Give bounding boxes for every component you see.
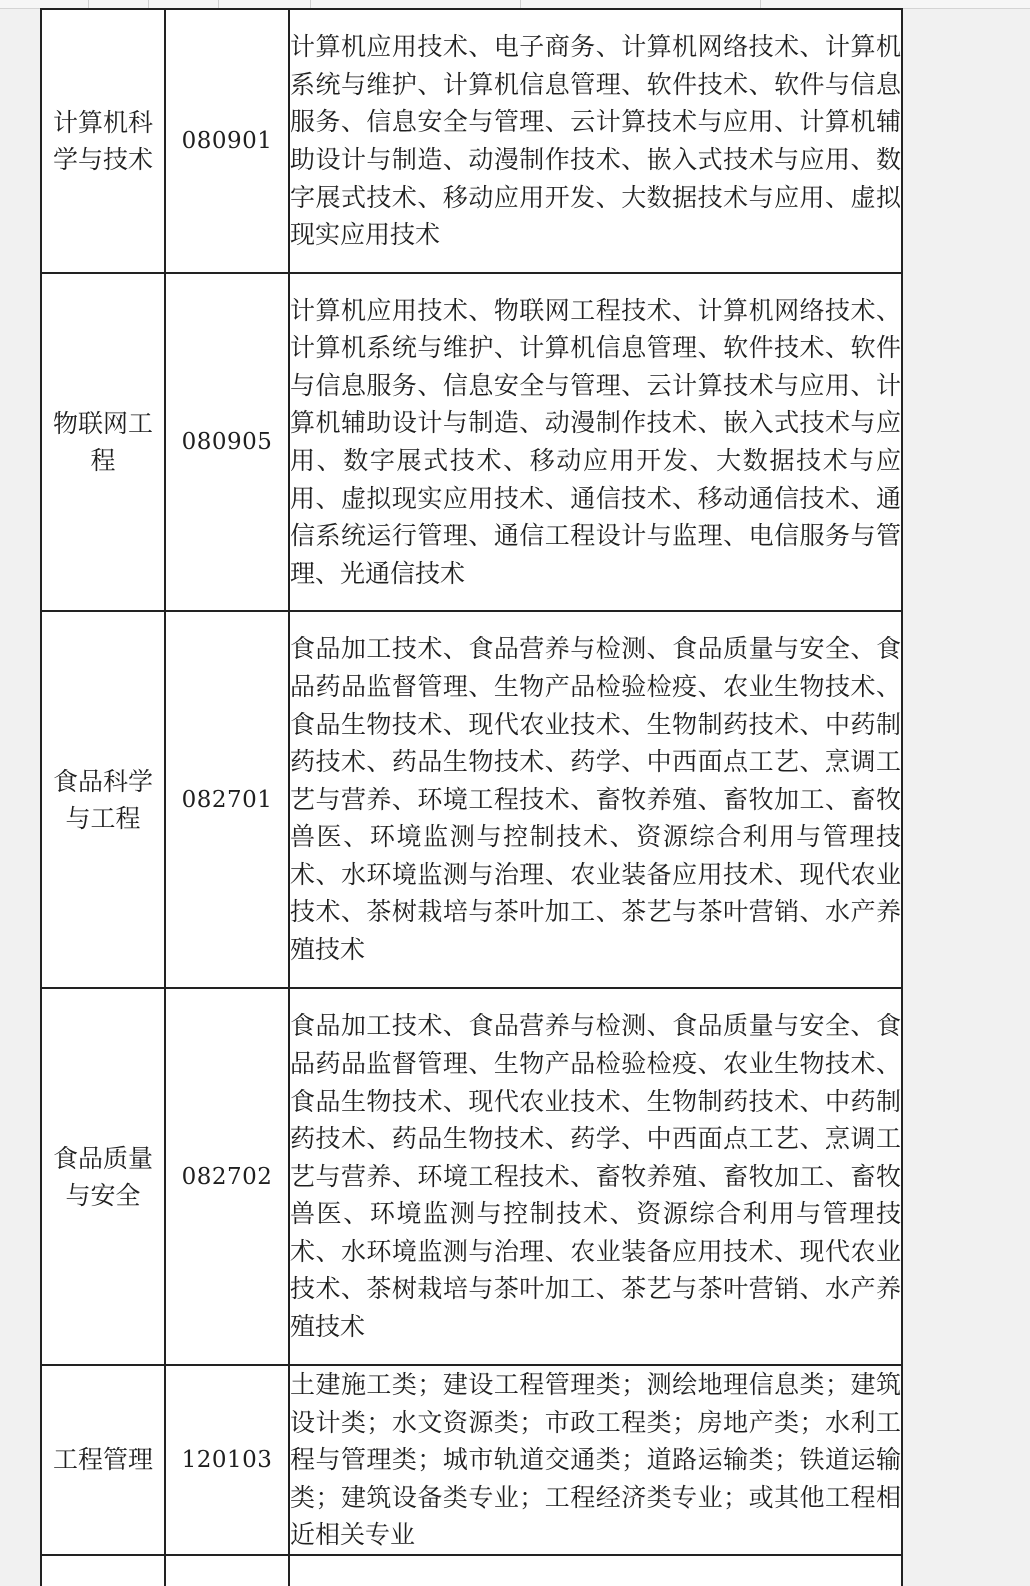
table-row (41, 273, 902, 611)
major-name-cell: 食品科学与工程 (41, 611, 165, 988)
related-majors-cell: 食品加工技术、食品营养与检测、食品质量与安全、食品药品监督管理、生物产品检验检疫、农业生物技术、食品生物技术、现代农业技术、生物制药技术、中药制药技术、药品生物技术、药学、中西面点工艺、烹调工艺与营养、环境工程技术、畜牧养殖、畜牧加工、畜牧兽医、环境监测与控制技术、资源综合利用与管理技术、水环境监测与治理、农业装备应用技术、现代农业技术、茶树栽培与茶叶加工、茶艺与茶叶营销、水产养殖技术 (289, 988, 902, 1365)
major-name-cell: 工程管理 (41, 1365, 165, 1555)
major-name-cell: 计算机科学与技术 (41, 9, 165, 273)
table-row-partial (41, 1555, 902, 1586)
major-code-cell (165, 1555, 289, 1586)
table-row (41, 611, 902, 988)
related-majors-cell: 土建施工类；建设工程管理类；测绘地理信息类；建筑设计类；水文资源类；市政工程类；房地产类；水利工程与管理类；城市轨道交通类；道路运输类；铁道运输类；建筑设备类专业；工程经济类专业；或其他工程相近相关专业 (289, 1365, 902, 1555)
related-majors-cell: 计算机应用技术、电子商务、计算机网络技术、计算机系统与维护、计算机信息管理、软件技术、软件与信息服务、信息安全与管理、云计算技术与应用、计算机辅助设计与制造、动漫制作技术、嵌入式技术与应用、数字展式技术、移动应用开发、大数据技术与应用、虚拟现实应用技术 (289, 9, 902, 273)
related-majors-cell: 食品加工技术、食品营养与检测、食品质量与安全、食品药品监督管理、生物产品检验检疫、农业生物技术、食品生物技术、现代农业技术、生物制药技术、中药制药技术、药品生物技术、药学、中西面点工艺、烹调工艺与营养、环境工程技术、畜牧养殖、畜牧加工、畜牧兽医、环境监测与控制技术、资源综合利用与管理技术、水环境监测与治理、农业装备应用技术、现代农业技术、茶树栽培与茶叶加工、茶艺与茶叶营销、水产养殖技术 (289, 611, 902, 988)
major-name-cell: 物联网工程 (41, 273, 165, 611)
major-code-cell: 082701 (165, 611, 289, 988)
major-code-cell: 080905 (165, 273, 289, 611)
related-majors-cell (289, 1555, 902, 1586)
page-margin-right (903, 0, 1030, 1586)
major-code-cell: 082702 (165, 988, 289, 1365)
page-margin-left (0, 0, 40, 1586)
major-name-cell: 食品质量与安全 (41, 988, 165, 1365)
major-code-cell: 080901 (165, 9, 289, 273)
major-mapping-table (40, 8, 903, 1586)
table-row (41, 1365, 902, 1555)
table-row (41, 988, 902, 1365)
major-code-cell: 120103 (165, 1365, 289, 1555)
table-row (41, 9, 902, 273)
related-majors-cell: 计算机应用技术、物联网工程技术、计算机网络技术、计算机系统与维护、计算机信息管理、软件技术、软件与信息服务、信息安全与管理、云计算技术与应用、计算机辅助设计与制造、动漫制作技术、嵌入式技术与应用、数字展式技术、移动应用开发、大数据技术与应用、虚拟现实应用技术、通信技术、移动通信技术、通信系统运行管理、通信工程设计与监理、电信服务与管理、光通信技术 (289, 273, 902, 611)
major-name-cell (41, 1555, 165, 1586)
